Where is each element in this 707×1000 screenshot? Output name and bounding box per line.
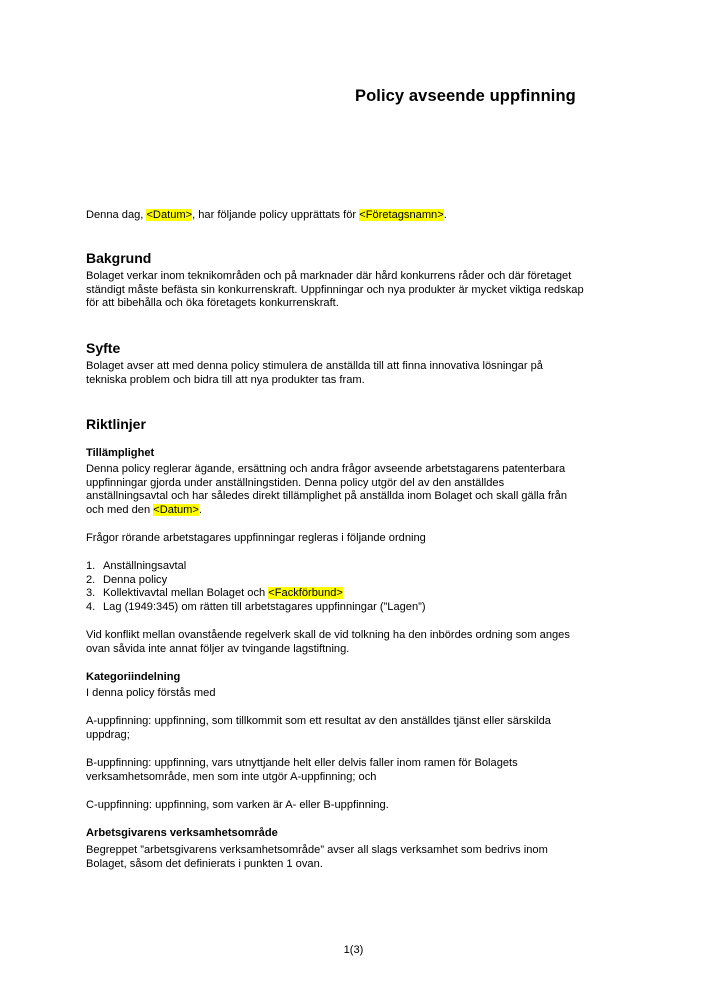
intro-suffix: . xyxy=(443,209,447,221)
syfte-heading: Syfte xyxy=(86,340,121,356)
list-text-prefix: Kollektivavtal mellan Bolaget och xyxy=(103,587,269,600)
kategori-heading: Kategoriindelning xyxy=(86,671,181,683)
list-text: Lag (1949:345) om rätten till arbetstagares uppfinningar (”Lagen”) xyxy=(103,600,426,613)
tillamplighet-last-suffix: . xyxy=(198,503,202,516)
bakgrund-line: för att bibehålla och öka företagets konkurrenskraft. xyxy=(86,297,339,310)
verksamhet-paragraph xyxy=(86,844,548,871)
b-definition-line: B-uppfinning: uppfinning, vars utnyttjande helt eller delvis faller inom ramen för Bolagets xyxy=(86,757,518,769)
list-text: Anställningsavtal xyxy=(103,560,187,572)
bakgrund-line: ständigt måste befästa sin konkurrenskraft. Uppfinningar och nya produkter är mycket viktiga redskap xyxy=(86,283,584,296)
conflict-paragraph xyxy=(86,629,570,656)
b-definition xyxy=(86,757,518,784)
tillamplighet-line: Denna policy reglerar ägande, ersättning och andra frågor avseende arbetstagarens patenterbara xyxy=(86,463,566,475)
kategori-intro: I denna policy förstås med xyxy=(86,687,216,699)
syfte-line: tekniska problem och bidra till att nya produkter tas fram. xyxy=(86,373,365,386)
company-placeholder: <Företagsnamn> xyxy=(359,209,444,221)
a-definition-line: A-uppfinning: uppfinning, som tillkommit som ett resultat av den anställdes tjänst eller särskilda xyxy=(86,715,551,727)
list-item xyxy=(86,574,426,588)
list-number: 4. xyxy=(86,600,96,613)
bakgrund-heading: Bakgrund xyxy=(86,250,152,266)
intro-paragraph xyxy=(86,209,447,223)
verksamhet-line: Begreppet ”arbetsgivarens verksamhetsområde” avser all slags verksamhet som bedrivs inom xyxy=(86,844,548,856)
riktlinjer-heading: Riktlinjer xyxy=(86,416,146,432)
page-number: 1(3) xyxy=(343,944,364,956)
date-placeholder: <Datum> xyxy=(146,209,193,221)
bakgrund-paragraph xyxy=(86,270,584,311)
a-definition xyxy=(86,715,551,742)
list-text: Denna policy xyxy=(103,573,168,586)
verksamhet-line: Bolaget, såsom det definierats i punkten 1 ovan. xyxy=(86,857,323,870)
tillamplighet-last-line xyxy=(86,504,567,518)
list-number: 3. xyxy=(86,587,96,600)
tillamplighet-heading: Tillämplighet xyxy=(86,447,155,459)
document-title: Policy avseende uppfinning xyxy=(355,87,576,105)
list-number: 1. xyxy=(86,560,96,572)
bakgrund-line: Bolaget verkar inom teknikområden och på marknader där hård konkurrens råder och där företaget xyxy=(86,270,572,282)
tillamplighet-last-prefix: och med den xyxy=(86,503,154,516)
order-list xyxy=(86,560,426,614)
list-text xyxy=(103,587,343,601)
syfte-line: Bolaget avser att med denna policy stimulera de anställda till att finna innovativa lösningar på xyxy=(86,360,543,372)
order-intro: Frågor rörande arbetstagares uppfinningar regleras i följande ordning xyxy=(86,532,426,544)
conflict-line: ovan såvida inte annat följer av tvingande lagstiftning. xyxy=(86,642,350,655)
list-item xyxy=(86,560,426,574)
list-item xyxy=(86,601,426,615)
syfte-paragraph xyxy=(86,360,543,387)
a-definition-line: uppdrag; xyxy=(86,728,130,741)
intro-prefix: Denna dag, xyxy=(86,209,147,221)
date-placeholder: <Datum> xyxy=(153,503,199,516)
verksamhet-heading: Arbetsgivarens verksamhetsområde xyxy=(86,827,278,839)
list-number: 2. xyxy=(86,573,96,586)
tillamplighet-paragraph xyxy=(86,463,567,517)
tillamplighet-line: uppfinningar gjorda under anställningstiden. Denna policy utgör del av den anställdes xyxy=(86,476,505,489)
c-definition: C-uppfinning: uppfinning, som varken är A- eller B-uppfinning. xyxy=(86,799,389,811)
list-item xyxy=(86,587,426,601)
conflict-line: Vid konflikt mellan ovanstående regelverk skall de vid tolkning ha den inbördes ordning som anges xyxy=(86,629,570,641)
union-placeholder: <Fackförbund> xyxy=(268,587,343,600)
b-definition-line: verksamhetsområde, men som inte utgör A-uppfinning; och xyxy=(86,770,377,783)
intro-middle: , har följande policy upprättats för xyxy=(192,209,360,221)
tillamplighet-line: anställningsavtal och har således direkt tillämplighet på anställda inom Bolaget och skall gälla från xyxy=(86,490,568,503)
